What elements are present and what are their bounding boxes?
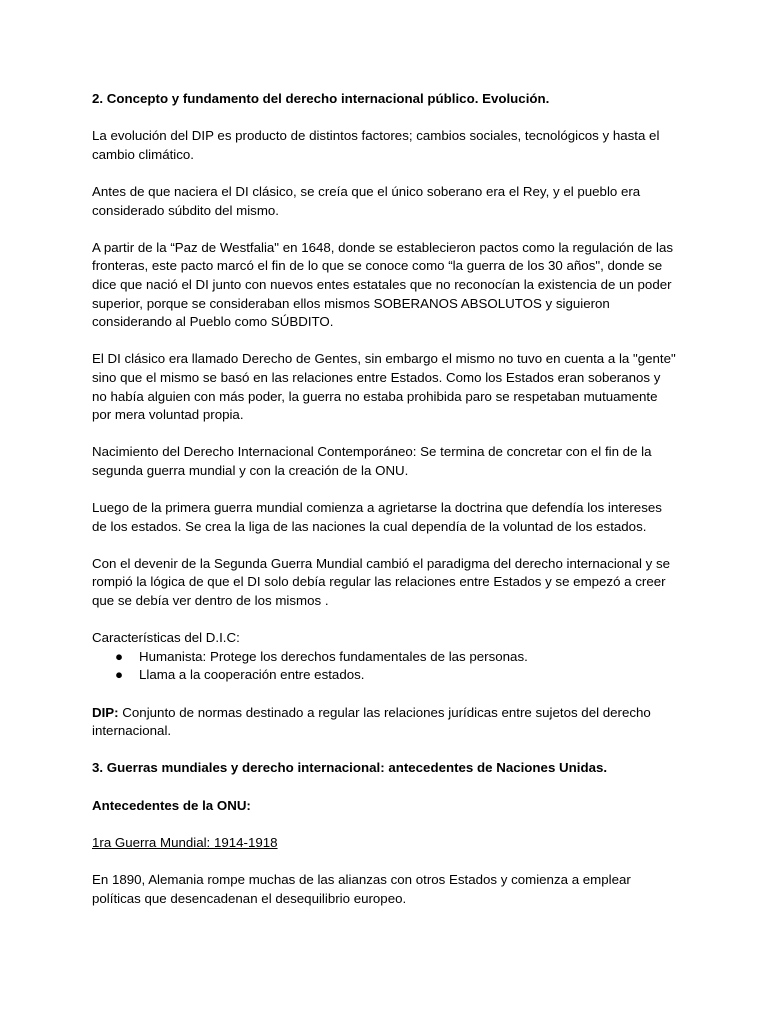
document-page: [92, 90, 678, 927]
characteristic-text: Llama a la cooperación entre estados.: [139, 667, 365, 683]
paragraph-contemporary-di: Nacimiento del Derecho Internacional Contemporáneo: Se termina de concretar con el fin de la segunda guerra mundial y con la creación de la ONU.: [92, 444, 652, 478]
paragraph-dip-evolution: La evolución del DIP es producto de distintos factores; cambios sociales, tecnológicos y hasta el cambio climático.: [92, 128, 660, 162]
paragraph-westfalia: A partir de la “Paz de Westfalia" en 1648, donde se establecieron pactos como la regulación de las fronteras, este pacto marcó el fin de lo que se conoce como “la guerra de los 30 años", donde se dice que nació el DI junto con nuevos entes estatales que no reconocían la existencia de un poder superior, porque se consideraban ellos mismos SOBERANOS ABSOLUTOS y siguieron considerando al Pueblo como SÚBDITO.: [92, 239, 674, 330]
paragraph-before-classic-di: Antes de que naciera el DI clásico, se creía que el único soberano era el Rey, y el pueblo era considerado súbdito del mismo.: [92, 183, 641, 218]
onu-antecedents-subheading: Antecedentes de la ONU:: [92, 797, 251, 813]
characteristics-title: Características del D.I.C:: [92, 630, 240, 646]
bullet-icon: ●: [115, 667, 124, 683]
list-item: [92, 666, 678, 685]
first-world-war-title: 1ra Guerra Mundial: 1914-1918: [92, 834, 278, 850]
characteristics-list: [92, 648, 678, 685]
paragraph-second-world-war: Con el devenir de la Segunda Guerra Mundial cambió el paradigma del derecho internacional y se rompió la lógica de que el DI solo debía regular las relaciones entre Estados y se empezó a creer que se debía ver dentro de los mismos .: [92, 555, 671, 609]
dip-definition: [92, 704, 678, 741]
bullet-icon: ●: [115, 648, 124, 664]
paragraph-first-world-war: Luego de la primera guerra mundial comienza a agrietarse la doctrina que defendía los intereses de los estados. Se crea la liga de las naciones la cual dependía de la voluntad de los estados.: [92, 500, 662, 534]
section-3-heading: 3. Guerras mundiales y derecho internacional: antecedentes de Naciones Unidas.: [92, 760, 608, 776]
section-2-heading: 2. Concepto y fundamento del derecho internacional público. Evolución.: [92, 91, 550, 106]
dip-label: DIP:: [92, 704, 119, 720]
list-item: [92, 648, 678, 667]
characteristic-text: Humanista: Protege los derechos fundamentales de las personas.: [139, 648, 528, 664]
dip-definition-text: Conjunto de normas destinado a regular las relaciones jurídicas entre sujetos del derecho internacional.: [92, 704, 651, 739]
paragraph-germany-1890: En 1890, Alemania rompe muchas de las alianzas con otros Estados y comienza a emplear políticas que desencadenan el desequilibrio europeo.: [92, 871, 631, 906]
paragraph-derecho-de-gentes: El DI clásico era llamado Derecho de Gentes, sin embargo el mismo no tuvo en cuenta a la "gente" sino que el mismo se basó en las relaciones entre Estados. Como los Estados eran soberanos y no había alguien con más poder, la guerra no estaba prohibida paro se respetaban mutuamente por mera voluntad propia.: [92, 351, 676, 423]
